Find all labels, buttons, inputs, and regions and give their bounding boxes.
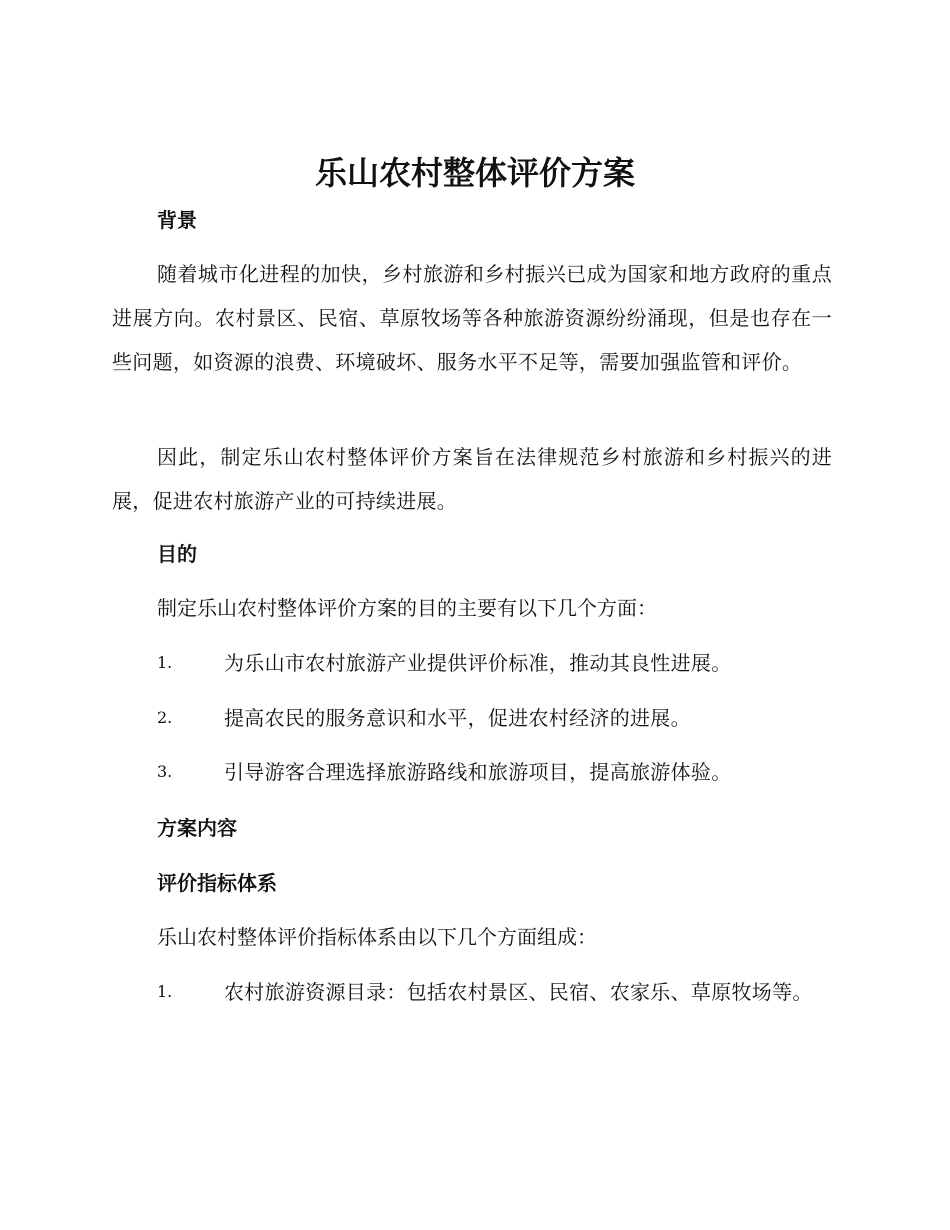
background-paragraph-2: 因此，制定乐山农村整体评价方案旨在法律规范乡村旅游和乡村振兴的进展，促进农村旅游产业的可持续进展。 bbox=[112, 445, 832, 513]
list-item-text: 农村旅游资源目录：包括农村景区、民宿、农家乐、草原牧场等。 bbox=[224, 980, 813, 1004]
list-number: 1. bbox=[157, 653, 173, 672]
list-item-text: 为乐山市农村旅游产业提供评价标准，推动其良性进展。 bbox=[224, 651, 732, 675]
purpose-list-item bbox=[112, 750, 832, 794]
indicators-list-item bbox=[112, 970, 832, 1014]
indicators-intro: 乐山农村整体评价指标体系由以下几个方面组成： bbox=[157, 925, 597, 949]
list-number: 2. bbox=[157, 708, 173, 727]
section-heading-indicators: 评价指标体系 bbox=[157, 871, 277, 895]
background-paragraph-1: 随着城市化进程的加快，乡村旅游和乡村振兴已成为国家和地方政府的重点进展方向。农村景区、民宿、草原牧场等各种旅游资源纷纷涌现，但是也存在一些问题，如资源的浪费、环境破坏、服务水平不足等，需要加强监管和评价。 bbox=[112, 262, 832, 374]
list-number: 3. bbox=[157, 762, 173, 781]
list-number: 1. bbox=[157, 982, 173, 1001]
purpose-list-item bbox=[112, 696, 832, 740]
purpose-intro: 制定乐山农村整体评价方案的目的主要有以下几个方面： bbox=[157, 596, 657, 620]
section-heading-background: 背景 bbox=[157, 208, 197, 232]
list-item-text: 提高农民的服务意识和水平，促进农村经济的进展。 bbox=[224, 706, 691, 730]
purpose-list-item bbox=[112, 641, 832, 685]
section-heading-content: 方案内容 bbox=[157, 816, 237, 840]
section-heading-purpose: 目的 bbox=[157, 542, 197, 566]
list-item-text: 引导游客合理选择旅游路线和旅游项目，提高旅游体验。 bbox=[224, 760, 732, 784]
document-title: 乐山农村整体评价方案 bbox=[314, 154, 635, 192]
